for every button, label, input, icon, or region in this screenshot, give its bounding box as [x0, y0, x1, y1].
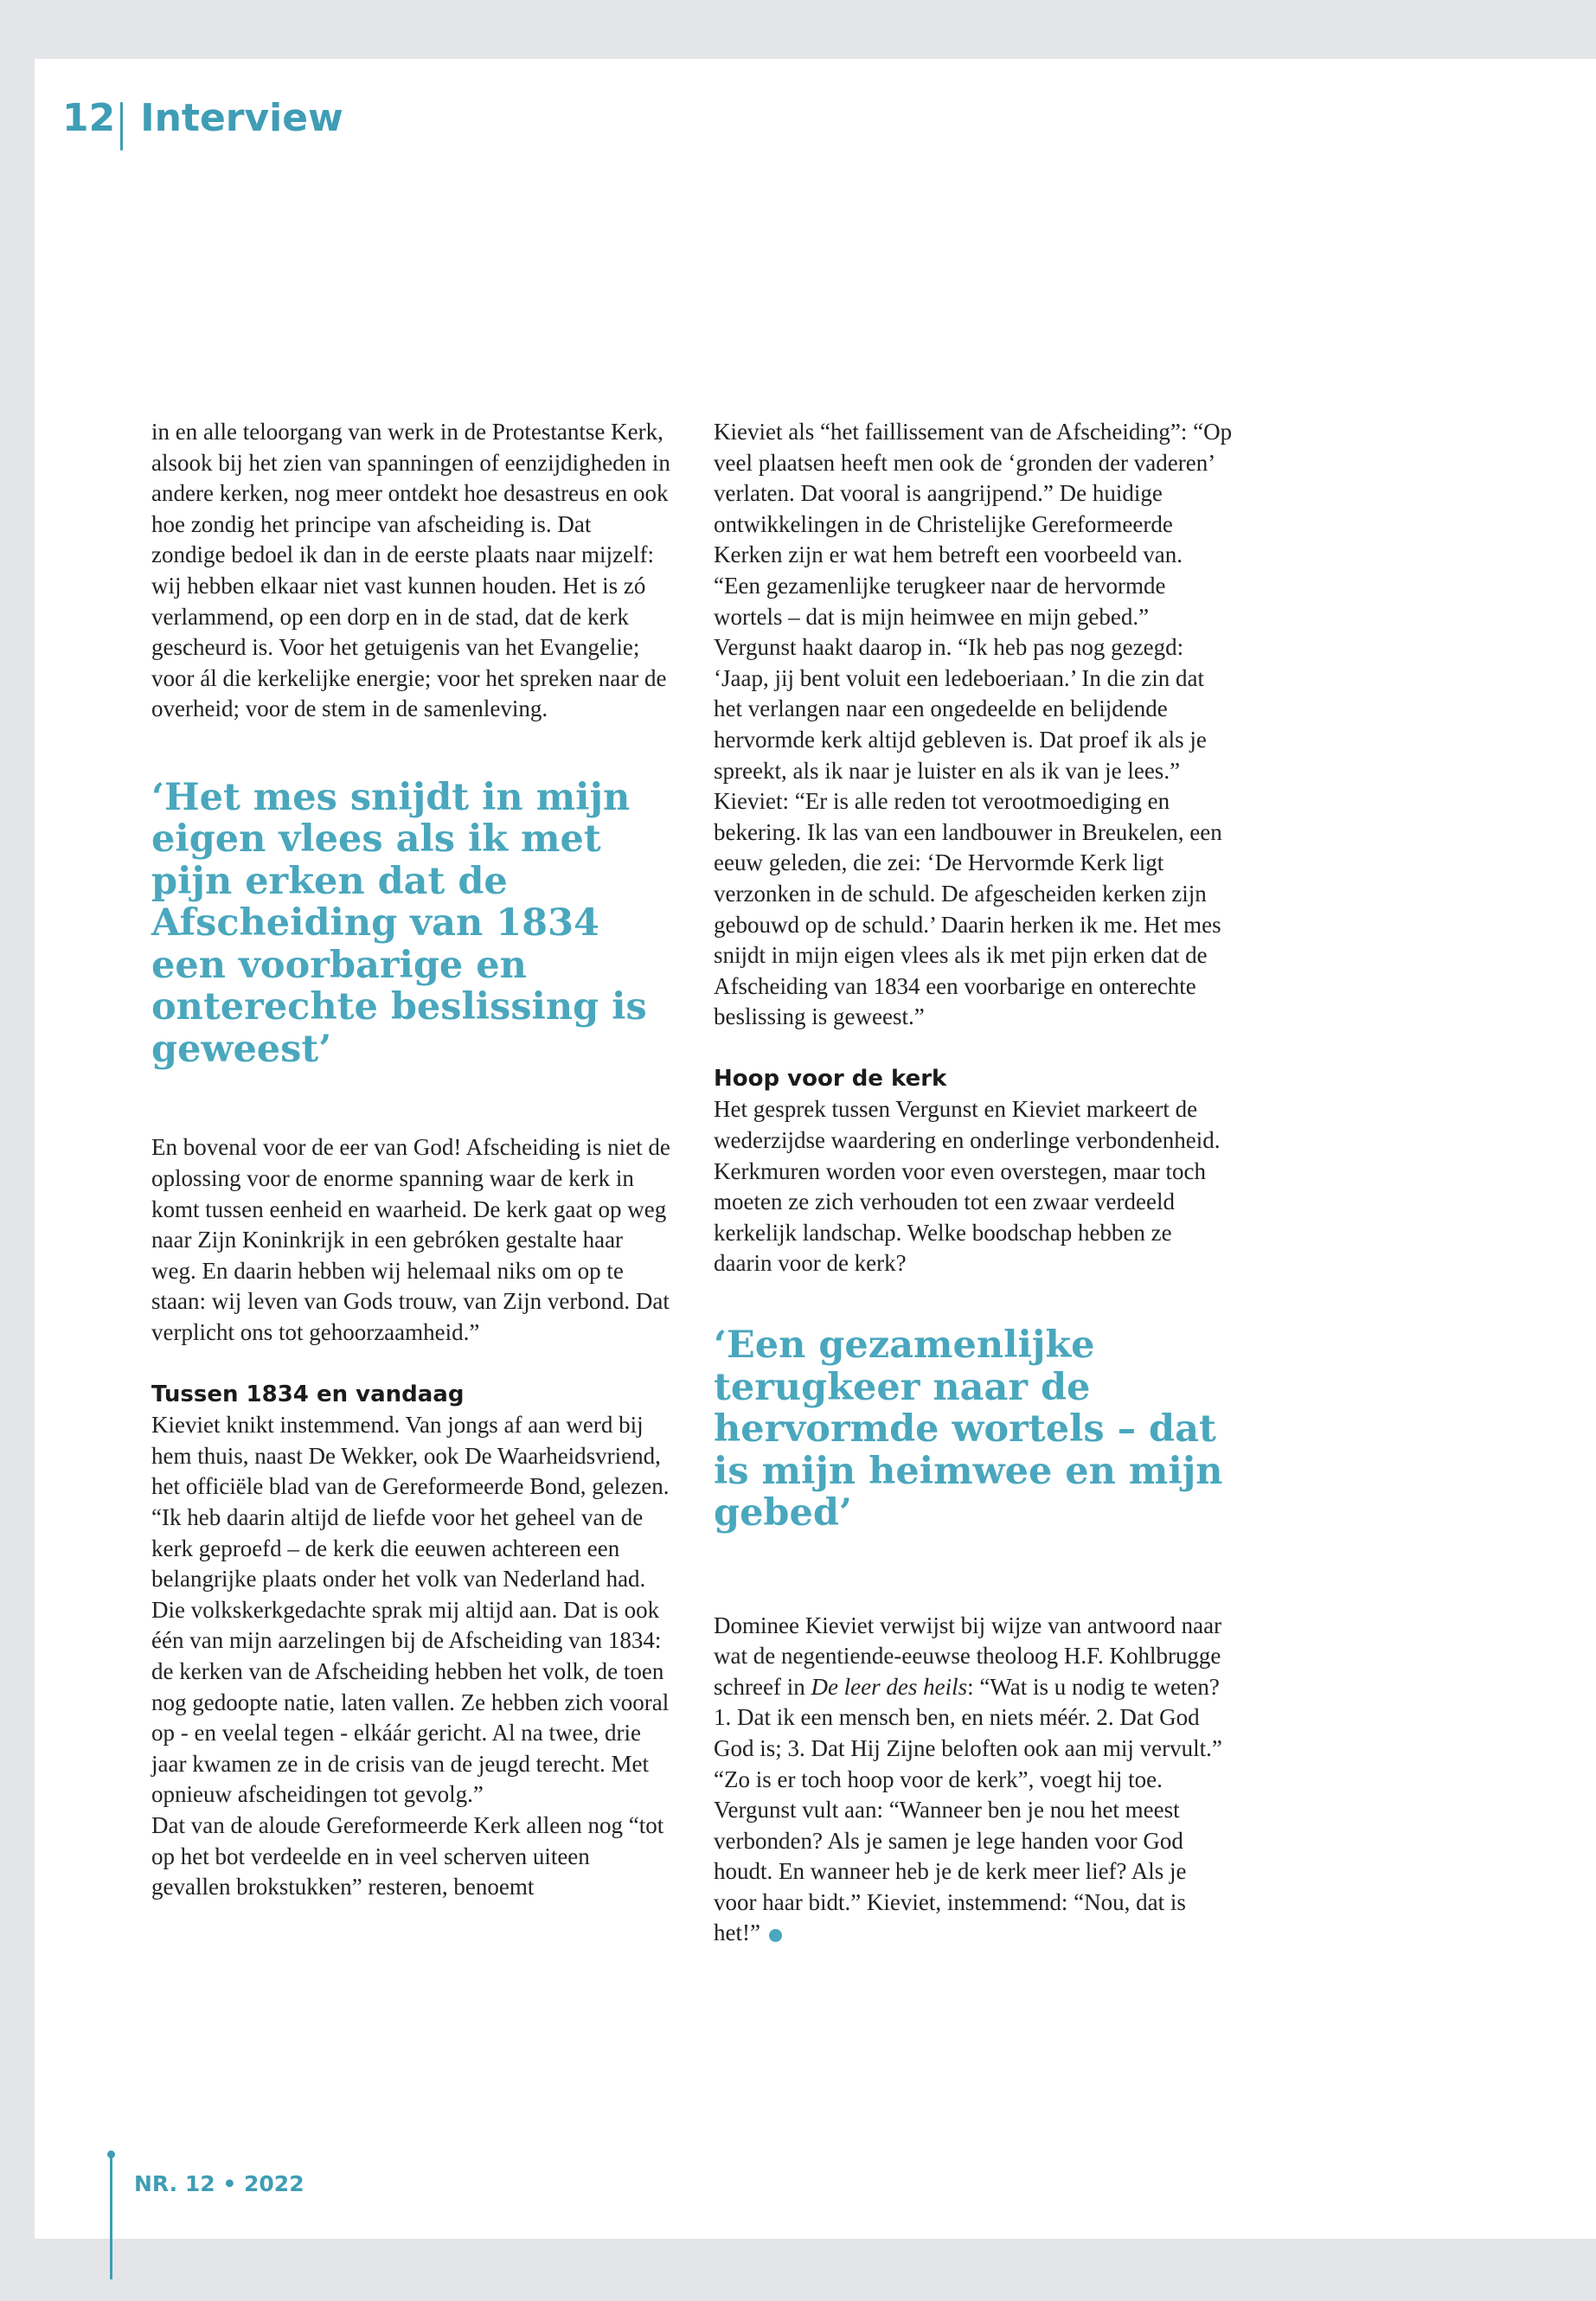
- section-heading: Hoop voor de kerk: [714, 1065, 947, 1092]
- body-paragraph: Kieviet als “het faillissement van de Afscheiding”: “Op veel plaatsen heeft men ook de ‘gronden der vaderen’ verlaten. Dat vooral is aangrijpend.” De huidige ontwikkelingen in de Christelijke Gereformeerde Kerken zijn er wat hem betreft een voorbeeld van. “Een gezamenlijke terugkeer naar de hervormde wortels – dat is mijn heimwee en mijn gebed.”: [714, 419, 1233, 630]
- end-of-article-dot: [769, 1929, 782, 1942]
- body-paragraph: Vergunst haakt daarop in. “Ik heb pas nog gezegd: ‘Jaap, jij bent voluit een ledeboeriaan.’ In die zin dat het verlangen naar een ongedeelde en belijdende hervormde kerk altijd gebleven is. Dat proef ik als je spreekt, als ik naar je luister en als ik van je lees.” Kieviet: “Er is alle reden tot verootmoediging en bekering. Ik las van een landbouwer in Breukelen, een eeuw geleden, die zei: ‘De Hervormde Kerk ligt verzonken in de schuld. De afgescheiden kerken zijn gebouwd op de schuld.’ Daarin herken ik me. Het mes snijdt in mijn eigen vlees als ik met pijn erken dat de Afscheiding van 1834 een voorbarige en onterechte beslissing is geweest.”: [714, 634, 1222, 1030]
- book-title: De leer des heils: [811, 1673, 968, 1700]
- page-header: [62, 97, 343, 151]
- body-paragraph: Dat van de aloude Gereformeerde Kerk alleen nog “tot op het bot verdeelde en in veel scherven uiteen gevallen brokstukken” resteren, benoemt: [151, 1811, 664, 1900]
- body-paragraph: Het gesprek tussen Vergunst en Kieviet markeert de wederzijdse waardering en onderlinge verbondenheid. Kerkmuren worden voor even overstegen, maar toch moeten ze zich verhouden tot een zwaar verdeeld kerkelijk landschap. Welke boodschap hebben ze daarin voor de kerk?: [714, 1096, 1221, 1277]
- right-column: [714, 417, 1233, 1949]
- paragraph-text: : “Wat is u nodig te weten? 1. Dat ik een mensch ben, en niets méér. 2. Dat God God is; 3. Dat Hij Zijne beloften ook aan mij vervult.”: [714, 1673, 1222, 1761]
- body-paragraph: En bovenal voor de eer van God! Afscheiding is niet de oplossing voor de enorme spanning waar de kerk in komt tussen eenheid en waarheid. De kerk gaat op weg naar Zijn Koninkrijk in een gebróken gestalte haar weg. En daarin hebben wij helemaal niks om op te staan: wij leven van Gods trouw, van Zijn verbond. Dat verplicht ons tot gehoorzaamheid.”: [151, 1134, 670, 1345]
- section-heading: Tussen 1834 en vandaag: [151, 1381, 465, 1407]
- body-paragraph: [714, 1611, 1233, 1765]
- issue-label: NR. 12 • 2022: [134, 2171, 304, 2196]
- body-paragraph: in en alle teloorgang van werk in de Protestantse Kerk, alsook bij het zien van spanningen of eenzijdigheden in andere kerken, nog meer ontdekt hoe desastreus en ook hoe zondig het principe van afscheiding is. Dat zondige bedoel ik dan in de eerste plaats naar mijzelf: wij hebben elkaar niet vast kunnen houden. Het is zó verlammend, op een dorp en in de stad, dat de kerk gescheurd is. Voor het getuigenis van het Evangelie; voor ál die kerkelijke energie; voor het spreken naar de overheid; voor de stem in de samenleving.: [151, 419, 670, 722]
- footer-rule: [110, 2154, 112, 2279]
- left-column: [151, 417, 670, 1903]
- page-number: 12: [62, 96, 116, 140]
- body-paragraph: [714, 1765, 1233, 1950]
- paragraph-text: Dominee Kieviet verwijst bij wijze van antwoord naar wat de negentiende-eeuwse theoloog H.F. Kohlbrugge schreef in: [714, 1612, 1222, 1700]
- pull-quote: ‘Het mes snijdt in mijn eigen vlees als ik met pijn erken dat de Afscheiding van 1834 een voorbarige en onterechte beslissing is geweest’: [151, 775, 647, 1071]
- header-divider: [120, 102, 123, 151]
- pull-quote: ‘Een gezamenlijke terugkeer naar de hervormde wortels – dat is mijn heimwee en mijn gebed’: [714, 1324, 1223, 1535]
- paragraph-text: “Zo is er toch hoop voor de kerk”, voegt hij toe. Vergunst vult aan: “Wanneer ben je nou het meest verbonden? Als je samen je lege handen voor God houdt. En wanneer heb je de kerk meer lief? Als je voor haar bidt.” Kieviet, instemmend: “Nou, dat is het!”: [714, 1766, 1187, 1946]
- section-title: Interview: [140, 96, 343, 140]
- body-paragraph: Kieviet knikt instemmend. Van jongs af aan werd bij hem thuis, naast De Wekker, ook De Waarheidsvriend, het officiële blad van de Gereformeerde Bond, gelezen. “Ik heb daarin altijd de liefde voor het geheel van de kerk geproefd – de kerk die eeuwen achtereen een belangrijke plaats onder het volk van Nederland had. Die volkskerkgedachte sprak mij altijd aan. Dat is ook één van mijn aarzelingen bij de Afscheiding van 1834: de kerken van de Afscheiding hebben het volk, de toen nog gedoopte natie, laten vallen. Ze hebben zich vooral op - en veelal tegen - elkáár gericht. Al na twee, drie jaar kwamen ze in de crisis van de jeugd terecht. Met opnieuw afscheidingen tot gevolg.”: [151, 1412, 670, 1808]
